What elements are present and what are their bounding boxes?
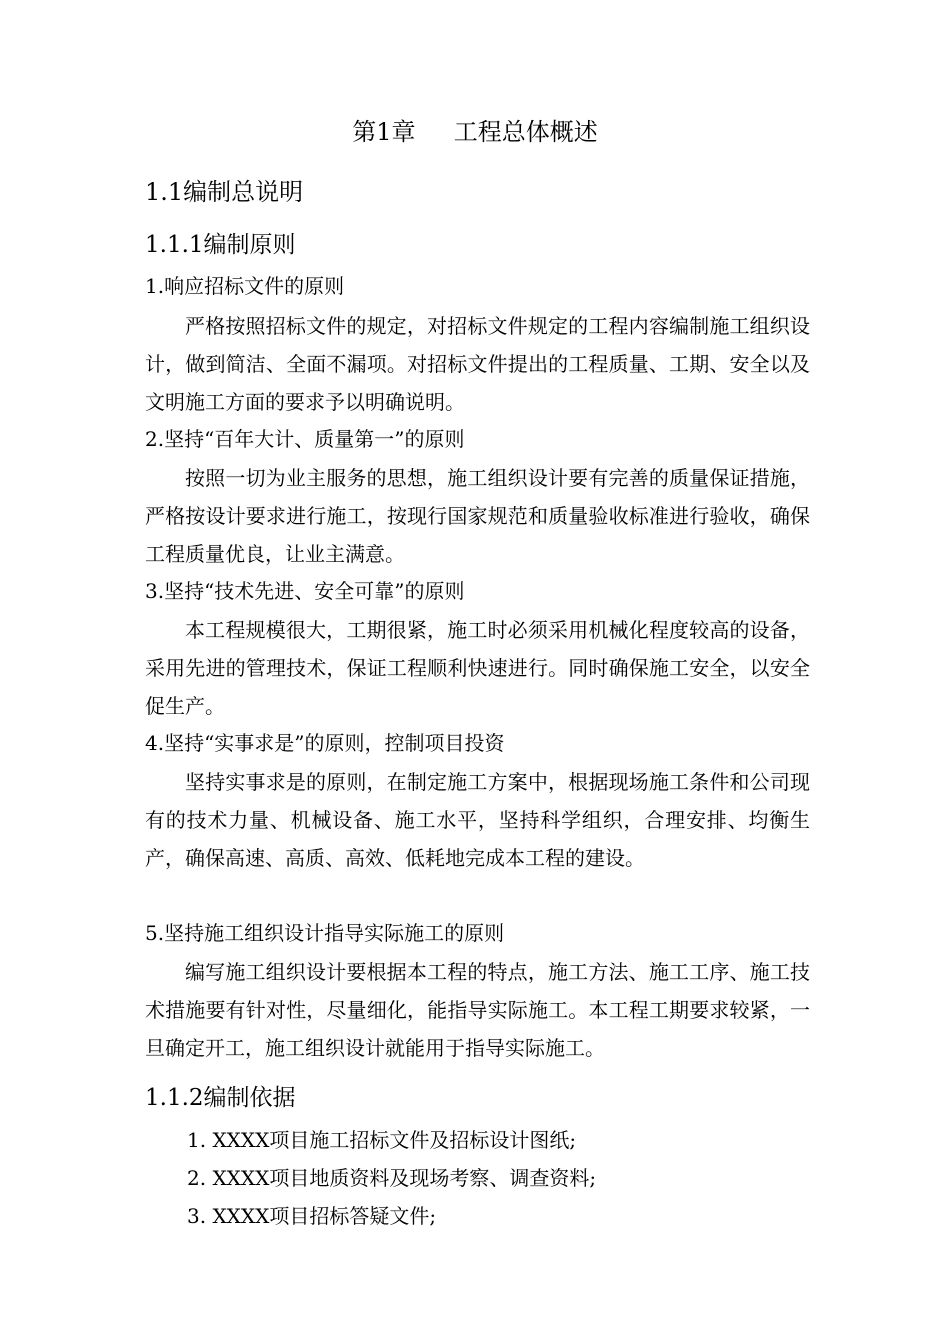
principle-text-3: 本工程规模很大，工期很紧，施工时必须采用机械化程度较高的设备，采用先进的管理技术，保证工程顺利快速进行。同时确保施工安全，以安全促生产。 bbox=[145, 618, 810, 718]
principle-text-2: 按照一切为业主服务的思想，施工组织设计要有完善的质量保证措施，严格按设计要求进行施工，按现行国家规范和质量验收标准进行验收，确保工程质量优良，让业主满意。 bbox=[145, 466, 810, 566]
principle-title-3: 3.坚持“技术先进、安全可靠”的原则 bbox=[145, 579, 465, 603]
section-heading-1-1: 1.1编制总说明 bbox=[145, 178, 304, 206]
section-heading-1-1-1: 1.1.1编制原则 bbox=[145, 232, 296, 258]
principle-title-4: 4.坚持“实事求是”的原则，控制项目投资 bbox=[145, 731, 505, 755]
principle-title-2: 2.坚持“百年大计、质量第一”的原则 bbox=[145, 427, 465, 451]
principle-text-1: 严格按照招标文件的规定，对招标文件规定的工程内容编制施工组织设计，做到简洁、全面不漏项。对招标文件提出的工程质量、工期、安全以及文明施工方面的要求予以明确说明。 bbox=[145, 314, 810, 414]
principle-text-4: 坚持实事求是的原则，在制定施工方案中，根据现场施工条件和公司现有的技术力量、机械设备、施工水平，坚持科学组织，合理安排、均衡生产，确保高速、高质、高效、低耗地完成本工程的建设。 bbox=[145, 770, 810, 870]
principle-title-1: 1.响应招标文件的原则 bbox=[145, 274, 345, 298]
basis-item-1: 1. XXXX项目施工招标文件及招标设计图纸; bbox=[187, 1128, 577, 1152]
basis-item-2: 2. XXXX项目地质资料及现场考察、调查资料; bbox=[187, 1166, 597, 1190]
principle-text-5: 编写施工组织设计要根据本工程的特点，施工方法、施工工序、施工技术措施要有针对性，尽量细化，能指导实际施工。本工程工期要求较紧，一旦确定开工，施工组织设计就能用于指导实际施工。 bbox=[145, 960, 810, 1060]
principle-title-5: 5.坚持施工组织设计指导实际施工的原则 bbox=[145, 921, 505, 945]
section-heading-1-1-2: 1.1.2编制依据 bbox=[145, 1085, 296, 1111]
basis-item-3: 3. XXXX项目招标答疑文件; bbox=[187, 1204, 437, 1228]
chapter-title: 第1章 工程总体概述 bbox=[352, 118, 598, 146]
